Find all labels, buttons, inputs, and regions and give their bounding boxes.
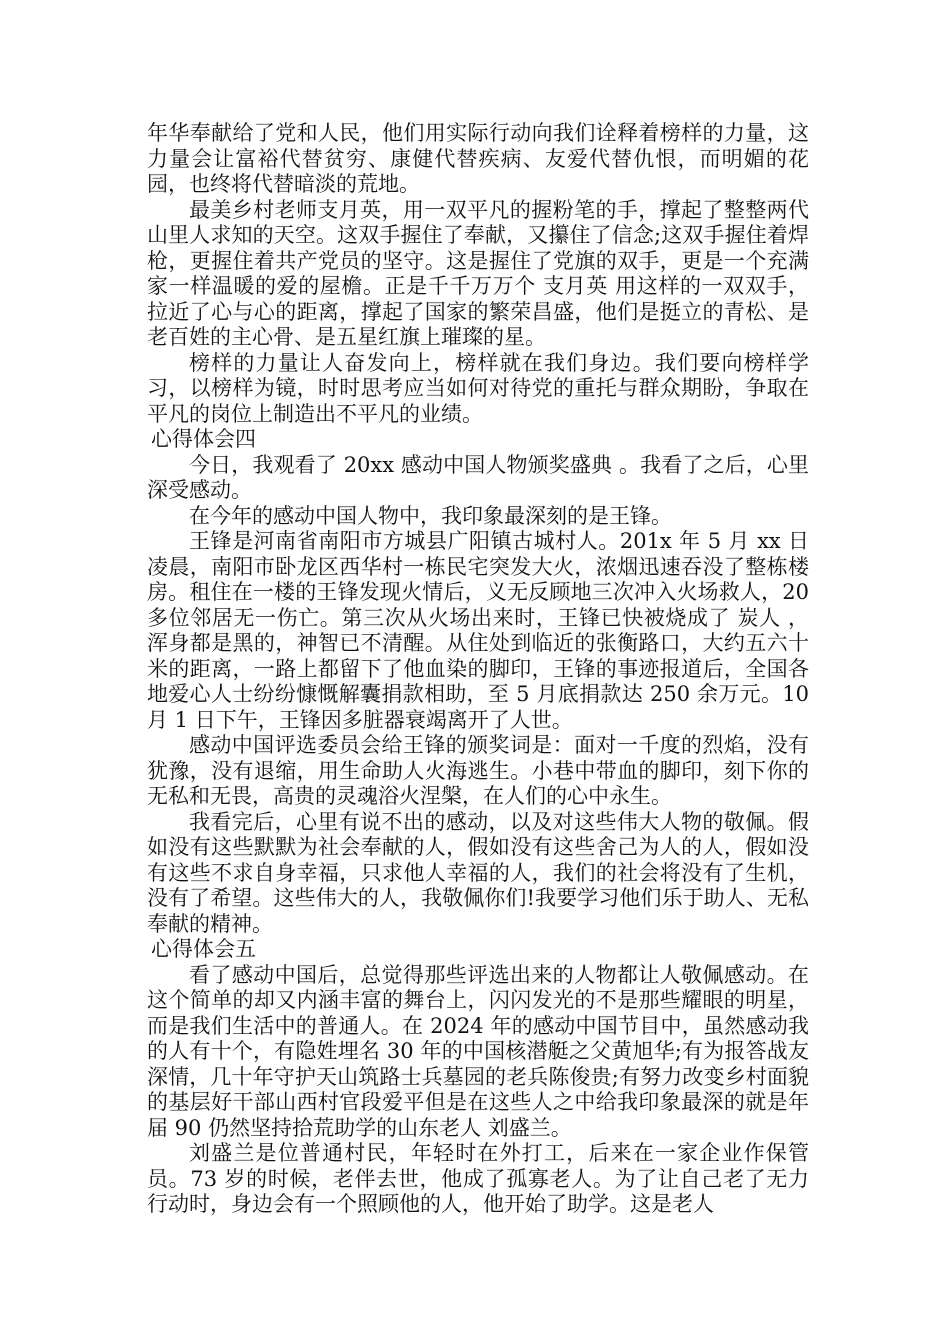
document-body [147,121,809,1218]
paragraph: 年华奉献给了党和人民，他们用实际行动向我们诠释着榜样的力量，这力量会让富裕代替贫穷、康健代替疾病、友爱代替仇恨，而明媚的花园，也终将代替暗淡的荒地。 [147,121,809,196]
paragraph: 我看完后，心里有说不出的感动，以及对这些伟大人物的敬佩。假如没有这些默默为社会奉献的人，假如没有这些舍己为人的人，假如没有这些不求自身幸福，只求他人幸福的人，我们的社会将没有了生机，没有了希望。这些伟大的人，我敬佩你们!我要学习他们乐于助人、无私奉献的精神。 [147,809,809,936]
paragraph: 感动中国评选委员会给王锋的颁奖词是：面对一千度的烈焰，没有犹豫，没有退缩，用生命助人火海逃生。小巷中带血的脚印，刻下你的无私和无畏，高贵的灵魂浴火涅槃，在人们的心中永生。 [147,733,809,808]
paragraph: 今日，我观看了 20xx 感动中国人物颁奖盛典 。我看了之后，心里深受感动。 [147,452,809,502]
paragraph: 看了感动中国后，总觉得那些评选出来的人物都让人敬佩感动。在这个简单的却又内涵丰富的舞台上，闪闪发光的不是那些耀眼的明星，而是我们生活中的普通人。在 2024 年的感动中国节目中，虽然感动我的人有十个，有隐姓埋名 30 年的中国核潜艇之父黄旭华;有为报答战友深情，几十年守护天山筑路士兵墓园的老兵陈俊贵;有努力改变乡村面貌的基层好干部山西村官段爱平但是在这些人之中给我印象最深的就是年届 90 仍然坚持拾荒助学的山东老人 刘盛兰。 [147,962,809,1140]
paragraph: 王锋是河南省南阳市方城县广阳镇古城村人。201x 年 5 月 xx 日凌晨，南阳市卧龙区西华村一栋民宅突发大火，浓烟迅速吞没了整栋楼房。租住在一楼的王锋发现火情后，义无反顾地三次冲入火场救人，20 多位邻居无一伤亡。第三次从火场出来时，王锋已快被烧成了 炭人 ，浑身都是黑的，神智已不清醒。从住处到临近的张衡路口，大约五六十米的距离，一路上都留下了他血染的脚印，王锋的事迹报道后，全国各地爱心人士纷纷慷慨解囊捐款相助，至 5 月底捐款达 250 余万元。10 月 1 日下午，王锋因多脏器衰竭离开了人世。 [147,529,809,732]
section-heading: 心得体会五 [151,937,256,961]
paragraph: 刘盛兰是位普通村民，年轻时在外打工，后来在一家企业作保管员。73 岁的时候，老伴去世，他成了孤寡老人。为了让自己老了无力行动时，身边会有一个照顾他的人，他开始了助学。这是老人 [147,1141,809,1216]
paragraph: 在今年的感动中国人物中，我印象最深刻的是王锋。 [189,503,672,528]
section-heading: 心得体会四 [151,427,256,451]
paragraph: 最美乡村老师支月英，用一双平凡的握粉笔的手，撑起了整整两代山里人求知的天空。这双手握住了奉献，又攥住了信念;这双手握住着焊枪，更握住着共产党员的坚守。这是握住了党旗的双手，更是一个充满家一样温暖的爱的屋檐。正是千千万万个 支月英 用这样的一双双手，拉近了心与心的距离，撑起了国家的繁荣昌盛，他们是挺立的青松、是老百姓的主心骨、是五星红旗上璀璨的星。 [147,197,809,349]
paragraph: 榜样的力量让人奋发向上，榜样就在我们身边。我们要向榜样学习，以榜样为镜，时时思考应当如何对待党的重托与群众期盼，争取在平凡的岗位上制造出不平凡的业绩。 [147,350,809,426]
